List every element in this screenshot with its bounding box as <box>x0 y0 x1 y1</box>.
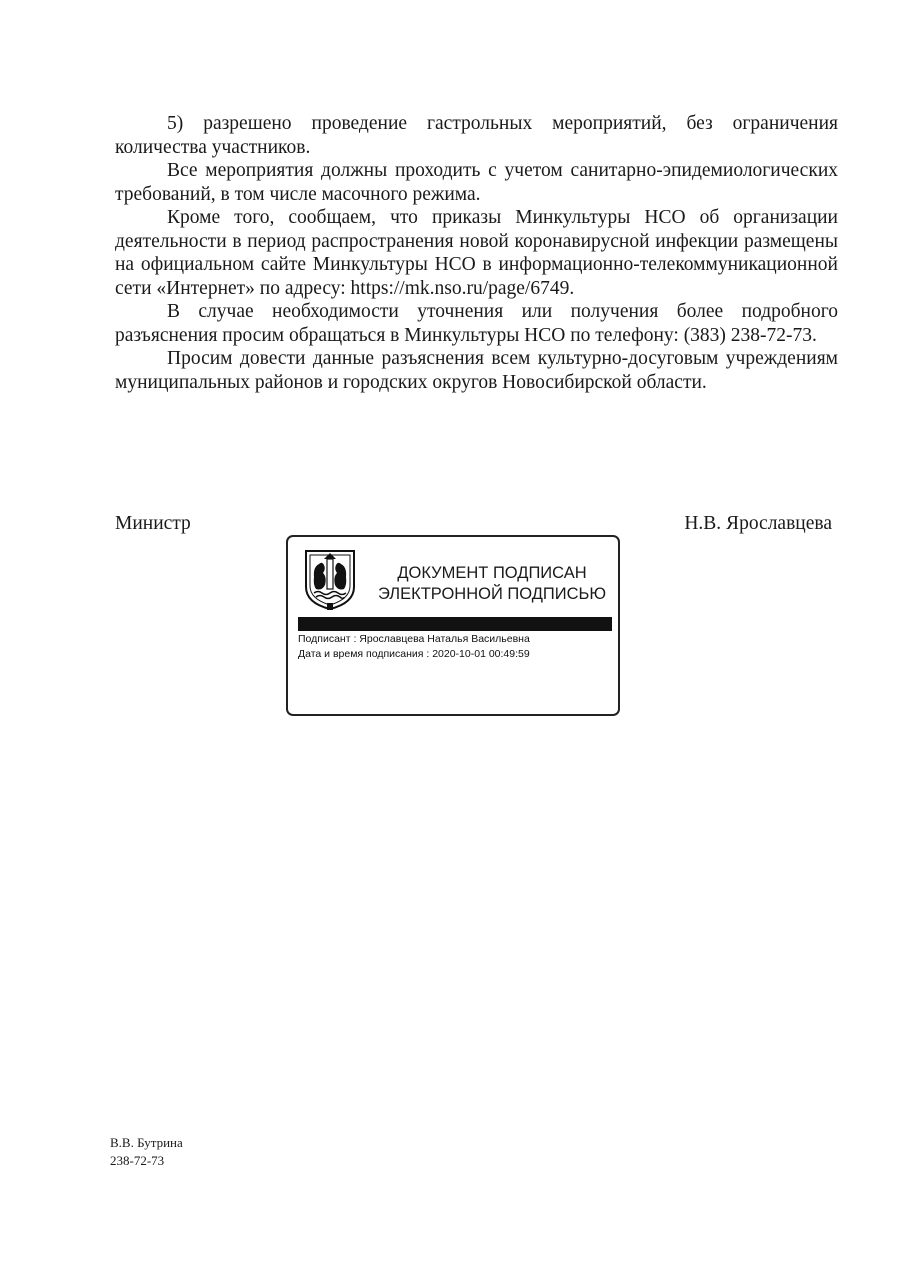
paragraph-tour-events: 5) разрешено проведение гастрольных мероприятий, без ограничения количества участников. <box>115 113 838 158</box>
stamp-title-line-1: ДОКУМЕНТ ПОДПИСАН <box>397 564 587 582</box>
executor-name: В.В. Бутрина <box>110 1135 183 1150</box>
stamp-signer: Подписант : Ярославцева Наталья Васильевна <box>298 633 530 645</box>
stamp-title-line-2: ЭЛЕКТРОННОЙ ПОДПИСЬЮ <box>377 585 607 603</box>
paragraph-sanitary-requirements: Все мероприятия должны проходить с учетом санитарно-эпидемиологических требований, в том числе масочного режима. <box>115 160 838 205</box>
paragraph-contact-phone: В случае необходимости уточнения или получения более подробного разъяснения просим обращаться в Минкультуры НСО по телефону: (383) 238-72-73. <box>115 301 838 346</box>
stamp-datetime: Дата и время подписания : 2020-10-01 00:49:59 <box>298 648 530 660</box>
executor-phone: 238-72-73 <box>110 1153 165 1168</box>
electronic-signature-stamp <box>286 535 620 716</box>
stamp-divider-bar <box>298 617 612 631</box>
letter-body <box>115 112 838 394</box>
coat-of-arms-icon <box>300 547 360 612</box>
paragraph-request-distribution: Просим довести данные разъяснения всем культурно-досуговым учреждениям муниципальных районов и городских округов Новосибирской области. <box>115 348 838 393</box>
paragraph-orders-website: Кроме того, сообщаем, что приказы Минкультуры НСО об организации деятельности в период распространения новой коронавирусной инфекции размещены на официальном сайте Минкультуры НСО в информационно-телекоммуникационной сети «Интернет» по адресу: https://mk.nso.ru/page/6749. <box>115 207 838 299</box>
signer-name: Н.В. Ярославцева <box>684 513 832 534</box>
stamp-title <box>372 563 612 605</box>
executor-info <box>110 1134 183 1170</box>
signer-position: Министр <box>115 513 191 534</box>
